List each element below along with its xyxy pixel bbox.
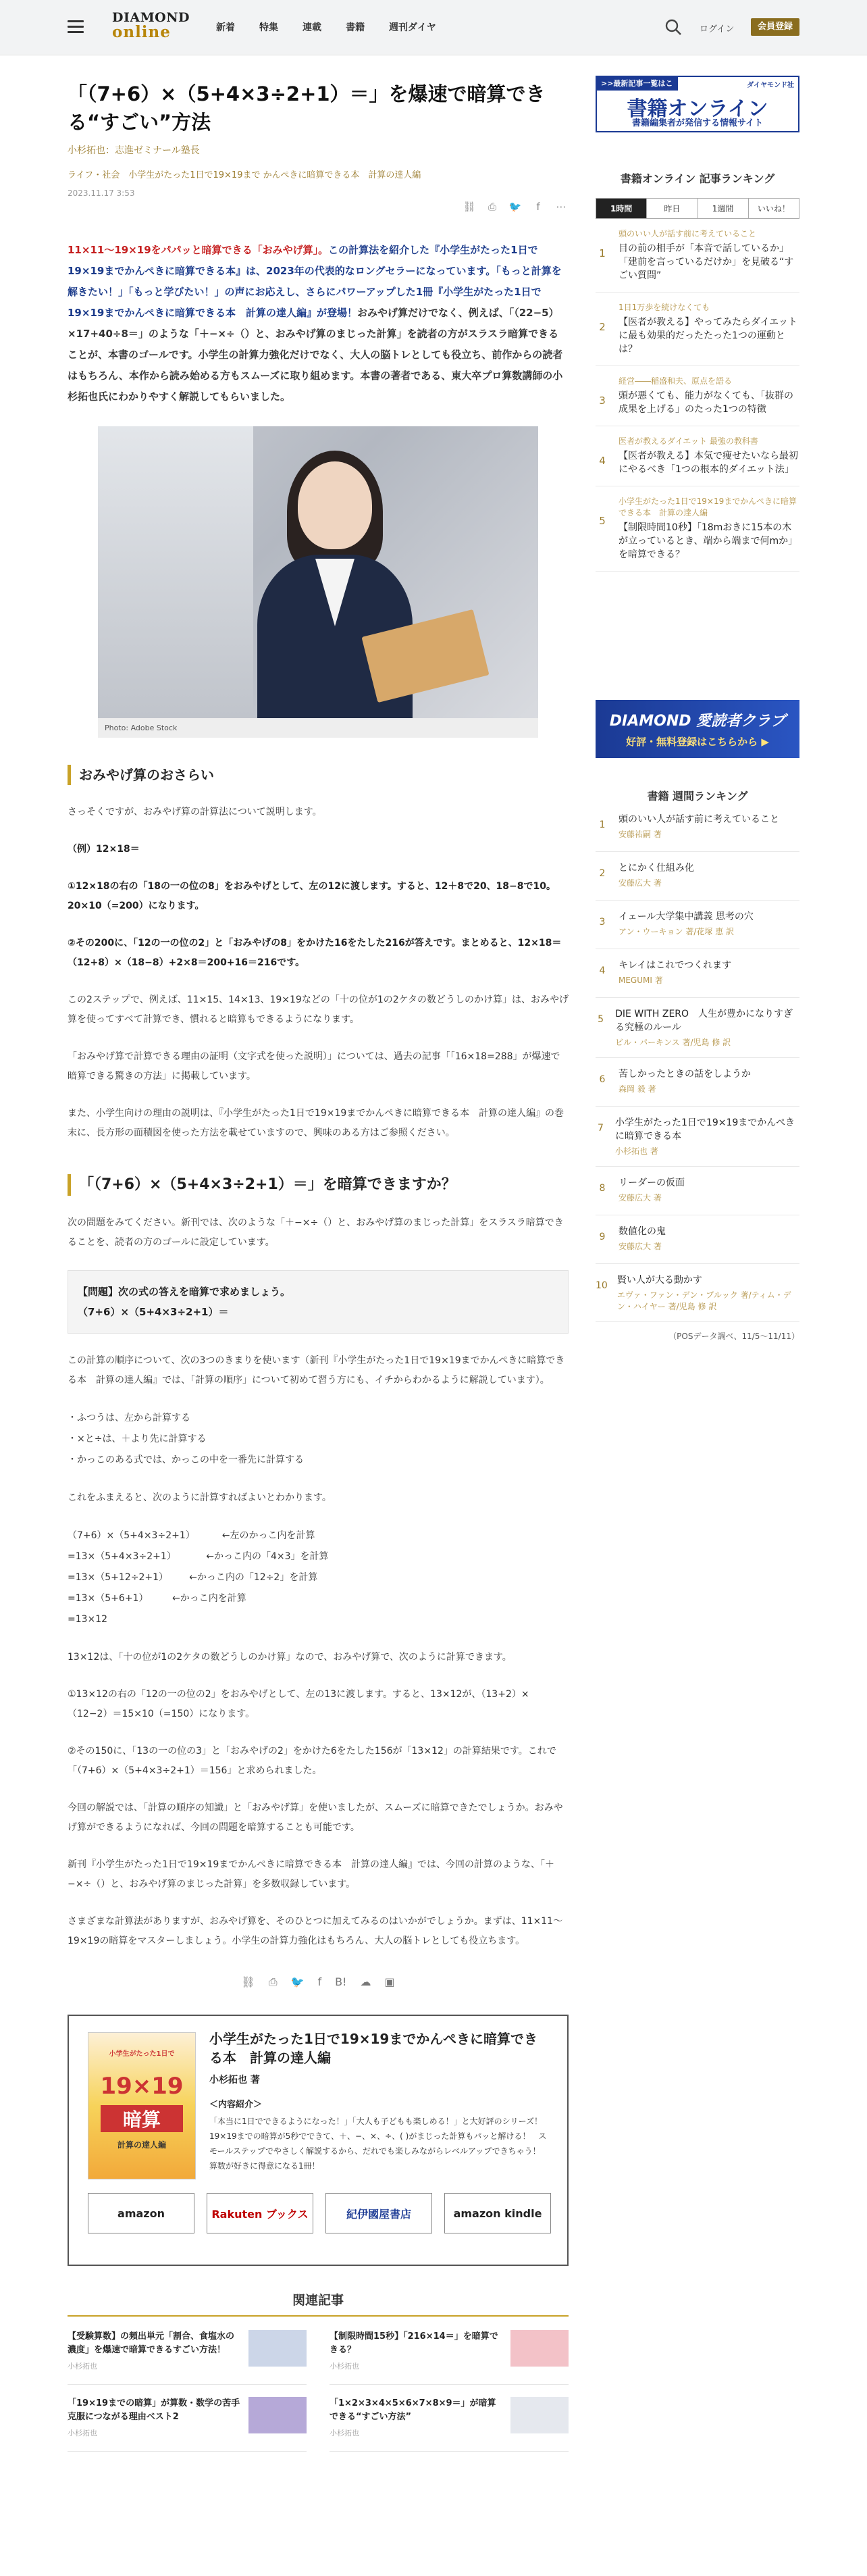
step-4: ②その150に、「13の一の位の3」と「おみやげの2」をかけた6をたした156が「13×12」の計算結果です。これで「（7+6）×（5+4×3÷2+1）＝156」と求められました。 [68,1746,556,1776]
search-icon[interactable] [664,18,682,36]
ranking-item[interactable] [596,486,799,572]
calc-line: =13×（5+12÷2+1） ←かっこ内の「12÷2」を計算 [68,1572,318,1583]
calculation-steps [68,1525,569,1630]
book-rank-author: 小杉拓也 著 [615,1146,658,1156]
ranking-item[interactable] [596,219,799,293]
book-description: 「本当に1日でできるようになった！」「大人も子どもも楽しめる！」と大好評のシリーズ！ 19×19までの暗算が5秒でできて、＋、−、×、÷、( )がまじった計算もパッと解ける！ スモールステップでやさしく解説するから、だれでも楽しみながらレベルアップできちゃう！ 算数が好きに得意になる1冊！ [209,2117,551,2171]
article-title: 「（7+6）×（5+4×3÷2+1）＝」を爆速で暗算できる“すごい”方法 [68,82,546,134]
club-title: DIAMOND 愛読者クラブ [609,713,786,730]
rank-number: 3 [599,395,606,407]
related-thumbnail[interactable] [248,2397,307,2433]
related-list [68,2330,569,2464]
rule-item: ・ふつうは、左から計算する [68,1413,190,1423]
rank-number: 9 [599,1232,606,1242]
related-thumbnail[interactable] [510,2330,569,2367]
rank-title[interactable]: 目の前の相手が「本音で話しているか」「建前を言っているだけか」を見破る“すごい質問” [619,243,794,281]
rank-category: 小学生がたった1日で19×19までかんぺきに暗算できる本 計算の達人編 [619,497,797,517]
shop-amazon-button[interactable]: amazon [88,2193,194,2233]
related-author: 小杉拓也 [330,2429,359,2438]
book-rank-author: 安藤広大 著 [619,1242,662,1251]
book-rank-title[interactable]: キレイはこれでつくれます [619,960,732,971]
book-rank-author: 安藤広大 著 [619,878,662,888]
more-icon[interactable]: ⋯ [556,201,567,213]
nav-feature[interactable]: 特集 [259,22,278,33]
login-link[interactable]: ログイン [700,24,735,34]
calc-line: =13×（5+4×3÷2+1） ←かっこ内の「4×3」を計算 [68,1551,329,1562]
ranking-list [596,219,799,572]
banner-publisher: ダイヤモンド社 [747,82,794,89]
paragraph: さまざまな計算法がありますが、おみやげ算を、そのひとつに加えてみるのはいかがでしょうか。まずは、11×11〜19×19の暗算をマスターしましょう。小学生の計算力強化はもちろん、大人の脳トレとしても役立ちます。 [68,1916,563,1946]
calc-line: =13×12 [68,1614,108,1625]
banner-title: 書籍オンライン [627,97,768,121]
photo-caption: Photo: Adobe Stock [98,718,538,738]
facebook-icon[interactable]: f [317,1975,322,1988]
twitter-icon[interactable]: 🐦 [508,201,522,213]
rank-number: 2 [599,321,606,333]
article-main [68,55,569,2464]
paragraph: 13×12は、「十の位が1の2ケタの数どうしのかけ算」なので、おみやげ算で、次のように計算できます。 [68,1652,512,1663]
related-author: 小杉拓也 [68,2362,97,2371]
section-heading-omiyage: おみやげ算のおさらい [68,765,569,785]
rule-item: ・かっこのある式では、かっこの中を一番先に計算する [68,1455,304,1465]
quiz-line-1: 【問題】次の式の答えを暗算で求めましょう。 [78,1286,291,1298]
sidebar [596,55,799,1342]
paragraph: さっそくですが、おみやげ算の計算法について説明します。 [68,807,322,817]
related-item[interactable] [330,2330,569,2385]
banner-subtitle: 書籍編集者が発信する情報サイト [631,118,764,128]
ranking-tabs [596,198,799,219]
logo-text-top: DIAMOND [112,10,190,25]
book-info [209,2029,551,2173]
book-rank-item[interactable] [596,852,799,901]
register-button[interactable]: 会員登録 [751,18,799,36]
rank-category: 経営――稲盛和夫、原点を語る [619,376,733,386]
rank-category: 頭のいい人が話す前に考えていること [619,229,757,238]
related-thumbnail[interactable] [248,2330,307,2367]
related-item[interactable] [68,2330,307,2385]
nav-weekly[interactable]: 週刊ダイヤ [389,22,436,33]
nav-books[interactable]: 書籍 [346,22,365,33]
print-icon[interactable]: ⎙ [488,201,496,213]
book-rank-item[interactable] [596,1264,799,1322]
book-rank-item[interactable] [596,1058,799,1107]
ranking-item[interactable] [596,293,799,366]
link-icon[interactable]: ⛓ [241,1975,255,1988]
cover-text: 計算の達人編 [117,2140,166,2150]
rule-item: ・×と÷は、＋より先に計算する [68,1434,207,1444]
related-title[interactable]: 「1×2×3×4×5×6×7×8×9＝」が暗算できる“すごい方法” [330,2398,496,2422]
rank-title[interactable]: 【医者が教える】本気で痩せたいなら最初にやるべき「1つの根本的ダイエット法」 [619,451,798,475]
book-rank-item[interactable] [596,998,799,1058]
site-header [0,0,867,55]
rank-category: 医者が教えるダイエット 最強の教科書 [619,436,758,446]
calc-line: =13×（5+6+1） ←かっこ内を計算 [68,1593,246,1604]
line-icon[interactable]: ☁ [360,1975,371,1988]
paragraph: 次の問題をみてください。新刊では、次のような「＋−×÷（）と、おみやげ算のまじった計算」をスラスラ暗算できることを、読者の方のゴールに設定しています。 [68,1217,564,1248]
related-title[interactable]: 「19×19までの暗算」が算数・数学の苦手克服につながる理由ベスト2 [68,2398,240,2422]
twitter-icon[interactable]: 🐦 [290,1975,305,1988]
step-2: ②その200に、「12の一の位の2」と「おみやげの8」をかけた16をたした216が答えです。まとめると、12×18＝（12+8）×（18−8）+2×8＝200+16＝216です。 [68,938,562,968]
book-ranking-heading: 書籍 週間ランキング [647,790,748,803]
paragraph: この計算の順序について、次の3つのきまりを使います（新刊『小学生がたった1日で19×19までかんぺきに暗算できる本 計算の達人編』では、「計算の順序」について初めて習う方にも、イチからわかるように解説しています）。 [68,1355,565,1386]
related-author: 小杉拓也 [330,2362,359,2371]
share-toolbar-bottom [68,1975,569,1989]
book-rank-item[interactable] [596,803,799,852]
book-rank-author: 安藤祐嗣 著 [619,830,662,839]
paragraph: 今回の解説では、「計算の順序の知識」と「おみやげ算」を使いましたが、スムーズに暗算できたでしょうか。おみやげ算ができるようになれば、今回の問題を暗算することも可能です。 [68,1802,563,1833]
rank-number: 1 [599,247,606,259]
menu-icon[interactable] [68,20,84,34]
pocket-icon[interactable]: ▣ [384,1975,395,1988]
site-logo[interactable] [112,10,190,42]
print-icon[interactable]: ⎙ [268,1975,278,1988]
book-rank-author: 安藤広大 著 [619,1193,662,1203]
paragraph: これをふまえると、次のように計算すればよいとわかります。 [68,1492,332,1503]
rank-number: 5 [599,515,606,527]
book-rank-item[interactable] [596,1167,799,1215]
book-rank-title[interactable]: 頭のいい人が話す前に考えていること [619,814,779,825]
book-rank-author: アン・ウーキョン 著/花塚 恵 訳 [619,927,735,936]
book-rank-item[interactable] [596,1107,799,1167]
rank-number: 10 [596,1280,608,1291]
lead-part-3: おみやげ算だけでなく、例えば、「（22−5）×17+40÷8＝」のような「＋−×÷（）と、おみやげ算のまじった計算」を読者の方がスラスラ暗算できることが、本書のゴールです。小学生の計算力強化だけでなく、大人の脳トレとしても役立ち、前作からの読者はもちろん、本作から読み始める方もスムーズに取り組めます。本書の著者である、東大卒プロ算数講師の小杉拓也氏にわかりやすく解説してもらいました。 [68,307,563,403]
rank-number: 2 [599,868,606,879]
ranking-heading: 書籍オンライン 記事ランキング [620,172,775,185]
logo-text-bottom: online [112,23,171,41]
rank-number: 8 [599,1183,606,1194]
facebook-icon[interactable]: f [536,201,540,213]
rank-number: 5 [598,1014,604,1025]
nav-series[interactable]: 連載 [303,22,321,33]
book-cover[interactable] [88,2032,196,2179]
paragraph: 新刊『小学生がたった1日で19×19までかんぺきに暗算できる本 計算の達人編』では、今回の計算のような、「＋−×÷（）と、おみやげ算のまじった計算」を多数収録しています。 [68,1859,554,1890]
related-title[interactable]: 【受験算数】の頻出単元「割合、食塩水の濃度」を爆速で暗算できるすごい方法！ [68,2331,235,2355]
tab-likes[interactable]: いいね！ [757,204,790,213]
book-rank-title[interactable]: 小学生がたった1日で19×19までかんぺきに暗算できる本 [615,1117,795,1142]
related-thumbnail[interactable] [510,2397,569,2433]
step-3: ①13×12の右の「12の一の位の2」をおみやげとして、左の13に渡します。すると、13×12が、（13+2）×（12−2）＝15×10（=150）になります。 [68,1689,529,1719]
book-rank-title[interactable]: DIE WITH ZERO 人生が豊かになりすぎる究極のルール [615,1009,793,1033]
related-author: 小杉拓也 [68,2429,97,2438]
cover-text: 19×19 [100,2073,184,2100]
lead-part-2: この計算法を紹介した『小学生がたった1日で19×19までかんぺきに暗算できる本』は、2023年の代表的なロングセラーになっています。「もっと計算を解きたい！」「もっと学びたい！」の声にお応えし、さらにパワーアップした1冊『小学生がたった1日で19×19までかんぺきに暗算できる本 計算の達人編』が登場！ [68,244,562,319]
nav-new[interactable]: 新着 [216,22,235,33]
shop-rakuten-button[interactable]: Rakuten ブックス [207,2193,313,2233]
rank-number: 6 [599,1074,606,1085]
rank-title[interactable]: 【制限時間10秒】「18mおきに15本の木が立っているとき、端から端まで何mか」を暗算できる？ [619,522,798,560]
book-rank-title[interactable]: 賢い人が大る動かす [616,1275,702,1286]
related-title[interactable]: 【制限時間15秒】「216×14＝」を暗算できる？ [330,2331,498,2355]
rank-number: 4 [599,965,606,976]
share-toolbar-top [68,198,569,216]
book-rank-item[interactable] [596,901,799,949]
shop-buttons [88,2193,551,2233]
book-rank-author: 森岡 毅 著 [619,1084,656,1094]
related-heading: 関連記事 [68,2290,569,2317]
calc-line: （7+6）×（5+4×3÷2+1） ←左のかっこ内を計算 [68,1530,315,1541]
tab-1hour[interactable]: 1時間 [596,199,647,218]
paragraph: また、小学生向けの理由の説明は、『小学生がたった1日で19×19までかんぺきに暗算できる本 計算の達人編』の巻末に、長方形の面積図を使った方法を載せていますので、興味のある方はご参照ください。 [68,1108,564,1138]
book-ranking-list [596,803,799,1322]
book-rank-author: ビル・パーキンス 著/児島 修 訳 [615,1038,731,1047]
banner-label: >>最新記事一覧はこちら [597,77,678,91]
related-item[interactable] [330,2397,569,2452]
book-rank-title[interactable]: 数値化の鬼 [619,1226,666,1237]
book-rank-item[interactable] [596,949,799,998]
rank-number: 7 [598,1123,604,1134]
book-rank-item[interactable] [596,1215,799,1264]
hatena-icon[interactable]: B! [335,1975,347,1988]
book-rank-author: MEGUMI 著 [619,976,663,985]
paragraph: この2ステップで、例えば、11×15、14×13、19×19などの「十の位が1の2ケタの数どうしのかけ算」は、おみやげ算を使ってすべて計算でき、慣れると暗算もできるようになります。 [68,994,569,1025]
book-rank-title[interactable]: リーダーの仮面 [619,1178,685,1188]
breadcrumb[interactable]: ライフ・社会 小学生がたった1日で19×19まで かんぺきに暗算できる本 計算の達人編 [68,170,421,180]
book-rank-title[interactable]: 苦しかったときの話をしようか [619,1069,751,1080]
lead-part-1: 11×11〜19×19をパパッと暗算できる「おみやげ算」。 [68,244,329,256]
readers-club-banner[interactable] [596,700,799,758]
step-1: ①12×18の右の「18の一の位の8」をおみやげとして、左の12に渡します。すると、12＋8で20、18−8で10。20×10（=200）になります。 [68,881,556,911]
related-item[interactable] [68,2397,307,2452]
quiz-box [68,1270,569,1334]
cover-text: 暗算 [101,2105,183,2132]
book-promo [68,2015,569,2266]
book-rank-title[interactable]: とにかく仕組み化 [619,863,694,874]
cover-text: 小学生がたった1日で [109,2050,175,2058]
shop-kinokuniya-button[interactable]: 紀伊國屋書店 [325,2193,432,2233]
book-rank-author: エヴァ・ファン・デン・ブルック 著/ティム・デン・ハイヤー 著/児島 修 訳 [616,1290,791,1311]
rank-number: 1 [599,819,606,830]
link-icon[interactable]: ⛓ [463,201,476,213]
book-title[interactable]: 小学生がたった1日で19×19までかんぺきに暗算できる本 計算の達人編 [209,2031,537,2066]
book-label: ＜内容紹介＞ [209,2100,263,2110]
quiz-line-2: （7+6）×（5+4×3÷2+1）＝ [78,1306,229,1318]
global-nav [216,20,436,34]
book-rank-title[interactable]: イェール大学集中講義 思考の穴 [619,911,754,922]
books-online-banner[interactable] [596,76,799,132]
ranking-item[interactable] [596,366,799,426]
rules-list [68,1408,569,1471]
rank-number: 4 [599,455,606,467]
rank-category: 1日1万歩を続けなくても [619,303,710,312]
tab-yesterday[interactable]: 昨日 [647,199,698,218]
shop-kindle-button[interactable]: amazon kindle [444,2193,551,2233]
example-label: （例）12×18＝ [68,844,140,855]
article-photo [98,426,538,718]
section-heading-quiz: 「（7+6）×（5+4×3÷2+1）＝」を暗算できますか？ [68,1174,569,1196]
paragraph-with-link[interactable]: 「おみやげ算で計算できる理由の証明（文字式を使った説明）」については、過去の記事「「16×18=288」が爆速で暗算できる驚きの方法」に掲載しています。 [68,1051,560,1082]
article-lead [68,240,569,407]
book-author: 小杉拓也 著 [209,2075,260,2086]
tab-1week[interactable]: 1週間 [698,199,749,218]
ranking-item[interactable] [596,426,799,486]
article-date: 2023.11.17 3:53 [68,188,135,198]
rank-title[interactable]: 【医者が教える】やってみたらダイエットに最も効果的だったたった1つの運動とは？ [619,317,797,355]
pos-note: （POSデータ調べ、11/5〜11/11） [668,1332,799,1341]
article-author[interactable]: 小杉拓也：志進ゼミナール塾長 [68,145,200,156]
rank-title[interactable]: 頭が悪くても、能力がなくても、「抜群の成果を上げる」のたった1つの特徴 [619,390,793,415]
rank-number: 3 [599,917,606,928]
club-subtitle: 好評・無料登録はこちらから ▶ [626,736,769,748]
